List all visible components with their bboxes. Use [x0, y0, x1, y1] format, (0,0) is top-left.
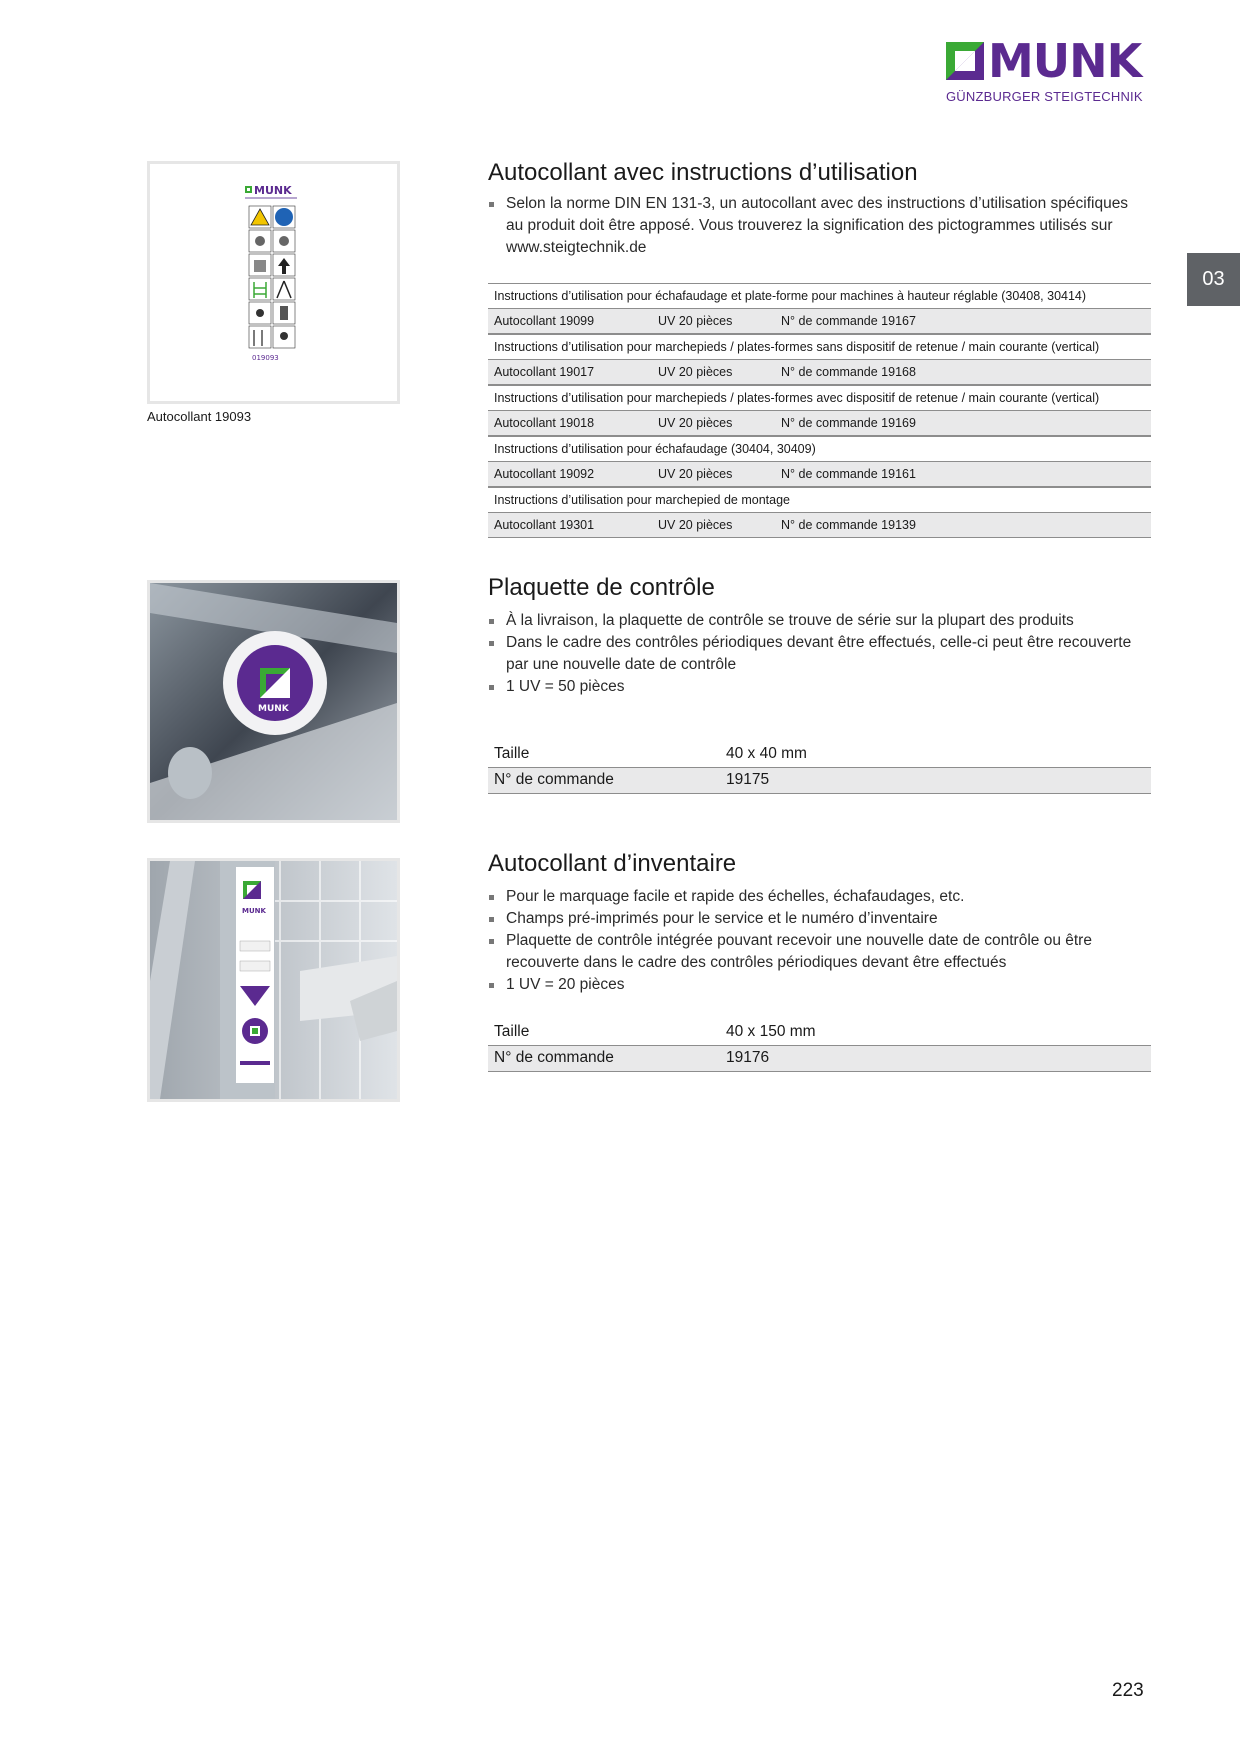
table-row-title: Instructions d’utilisation pour marchepied de montage [488, 487, 1151, 513]
svg-text:MUNK: MUNK [254, 184, 292, 197]
table-row [488, 1046, 1151, 1073]
inspection-tag-image [147, 580, 400, 823]
bullet-item: 1 UV = 50 pièces [488, 676, 1148, 698]
inventory-sticker-image [147, 858, 400, 1102]
bullet-list-inventory-sticker [488, 886, 1148, 996]
table-row-title: Instructions d’utilisation pour marchepieds / plates-formes sans dispositif de retenue / main courante (vertical) [488, 334, 1151, 360]
table-row-title: Instructions d’utilisation pour échafaudage et plate-forme pour machines à hauteur réglable (30408, 30414) [488, 283, 1151, 309]
order-cell: N° de commande 19168 [781, 364, 916, 379]
table-row [488, 513, 1151, 539]
sticker-code: 019093 [252, 354, 279, 362]
item-cell: Autocollant 19092 [494, 466, 595, 481]
munk-logo-mark-icon [946, 42, 984, 80]
bullet-item: Plaquette de contrôle intégrée pouvant recevoir une nouvelle date de contrôle ou être recouverte dans le cadre des contrôles périodiques devant être effectués [488, 930, 1148, 974]
table-row [488, 411, 1151, 437]
spec-key: N° de commande [494, 1049, 614, 1067]
table-row-title: Instructions d’utilisation pour marchepieds / plates-formes avec dispositif de retenue / main courante (vertical) [488, 385, 1151, 411]
table-row [488, 768, 1151, 795]
bullet-item: Champs pré-imprimés pour le service et le numéro d’inventaire [488, 908, 1148, 930]
bullet-item: Selon la norme DIN EN 131-3, un autocollant avec des instructions d’utilisation spécifiques au produit doit être apposé. Vous trouverez la signification des pictogrammes utilisés sur www.steigtechnik.de [488, 193, 1148, 259]
item-cell: Autocollant 19301 [494, 517, 595, 532]
item-cell: Autocollant 19099 [494, 313, 595, 328]
spec-value: 19176 [726, 1049, 770, 1067]
chapter-tab: 03 [1187, 253, 1240, 306]
inventory-sticker-photo [150, 861, 397, 1099]
spec-table-inspection-tag [488, 741, 1151, 794]
table-row [488, 1019, 1151, 1046]
sticker-instructions-image [147, 161, 400, 404]
section-title-instructions: Autocollant avec instructions d’utilisation [488, 159, 918, 186]
uv-cell: UV 20 pièces [658, 517, 733, 532]
bullet-list-inspection-tag [488, 610, 1148, 698]
table-row [488, 741, 1151, 768]
order-cell: N° de commande 19167 [781, 313, 916, 328]
munk-logo [946, 34, 1152, 106]
svg-text:MUNK: MUNK [258, 704, 289, 714]
spec-value: 40 x 40 mm [726, 744, 807, 762]
spec-key: N° de commande [494, 771, 614, 789]
order-cell: N° de commande 19169 [781, 415, 916, 430]
spec-key: Taille [494, 744, 530, 762]
bullet-item: À la livraison, la plaquette de contrôle se trouve de série sur la plupart des produits [488, 610, 1148, 632]
table-row [488, 360, 1151, 386]
bullet-item: Dans le cadre des contrôles périodiques devant être effectués, celle-ci peut être recouverte par une nouvelle date de contrôle [488, 632, 1148, 676]
table-row-title: Instructions d’utilisation pour échafaudage (30404, 30409) [488, 436, 1151, 462]
order-cell: N° de commande 19161 [781, 466, 916, 481]
uv-cell: UV 20 pièces [658, 415, 733, 430]
table-row [488, 462, 1151, 488]
uv-cell: UV 20 pièces [658, 364, 733, 379]
item-cell: Autocollant 19018 [494, 415, 595, 430]
bullet-item: Pour le marquage facile et rapide des échelles, échafaudages, etc. [488, 886, 1148, 908]
uv-cell: UV 20 pièces [658, 466, 733, 481]
brand-tagline: GÜNZBURGER STEIGTECHNIK [946, 89, 1143, 104]
table-row [488, 309, 1151, 335]
order-cell: N° de commande 19139 [781, 517, 916, 532]
spec-key: Taille [494, 1022, 530, 1040]
spec-value: 40 x 150 mm [726, 1022, 816, 1040]
section-title-inventory-sticker: Autocollant d’inventaire [488, 850, 737, 877]
svg-text:MUNK: MUNK [242, 907, 266, 915]
spec-value: 19175 [726, 771, 770, 789]
spec-table-inventory-sticker [488, 1019, 1151, 1072]
bullet-list-instructions [488, 193, 1148, 259]
bullet-item: 1 UV = 20 pièces [488, 974, 1148, 996]
instructions-table [488, 283, 1151, 538]
image-caption: Autocollant 19093 [147, 409, 252, 424]
uv-cell: UV 20 pièces [658, 313, 733, 328]
brand-name: MUNK [988, 34, 1142, 88]
section-title-inspection-tag: Plaquette de contrôle [488, 574, 715, 601]
page-number: 223 [1112, 1680, 1144, 1701]
instructions-sticker-illustration [150, 164, 397, 401]
item-cell: Autocollant 19017 [494, 364, 595, 379]
inspection-tag-photo [150, 583, 397, 820]
